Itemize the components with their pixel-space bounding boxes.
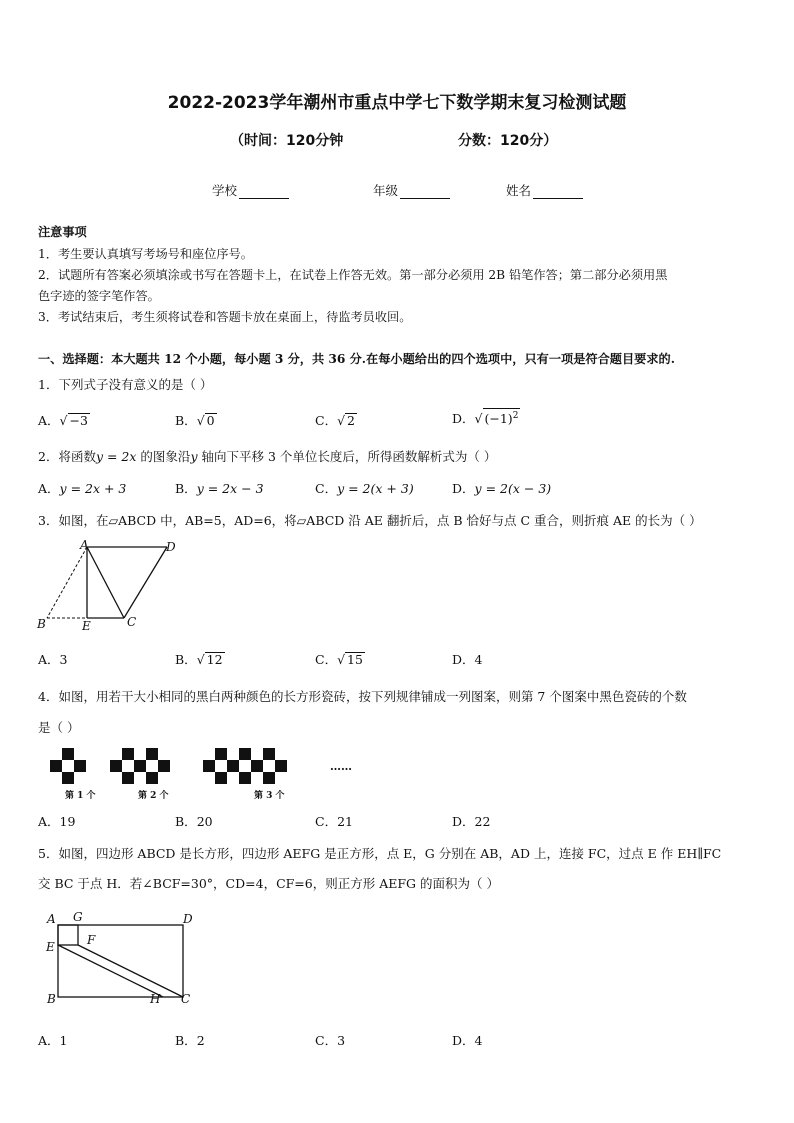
q4-label-2: 第 2 个 bbox=[138, 791, 169, 801]
q4-label-3: 第 3 个 bbox=[254, 791, 285, 801]
q1-stem: 1．下列式子没有意义的是（ ） bbox=[38, 377, 213, 392]
q1-option-c[interactable]: C．√ 2 bbox=[315, 413, 355, 428]
q5-option-c[interactable]: C．3 bbox=[315, 1033, 346, 1048]
school-field bbox=[212, 181, 289, 199]
note-item: 2．试题所有答案必须填涂或书写在答题卡上，在试卷上作答无效。第一部分必须用 2B 铅笔作答；第二部分必须用黑 bbox=[38, 268, 668, 282]
q5-label-f: F bbox=[87, 933, 96, 947]
black-tile bbox=[275, 760, 287, 772]
q3-label-e: E bbox=[82, 619, 91, 632]
q5-option-a[interactable]: A．1 bbox=[38, 1033, 68, 1048]
q1-option-d[interactable]: D．√ $(-1)^2$ bbox=[452, 408, 520, 427]
score-info: 分数：120分） bbox=[458, 133, 558, 149]
black-tile bbox=[263, 772, 275, 784]
black-tile bbox=[62, 748, 74, 760]
q3-option-d[interactable]: D．4 bbox=[452, 652, 483, 667]
grade-field bbox=[373, 181, 450, 199]
black-tile bbox=[146, 772, 158, 784]
section-heading: 一、选择题：本大题共 12 个小题，每小题 3 分，共 36 分.在每小题给出的四个选项中，只有一项是符合题目要求的. bbox=[38, 352, 675, 366]
q5-option-b[interactable]: B．2 bbox=[175, 1033, 205, 1048]
q3-label-c: C bbox=[127, 615, 137, 629]
q5-label-d: D bbox=[183, 912, 193, 926]
q2-stem: 2．将函数y = 2x 的图象沿y 轴向下平移 3 个单位长度后，所得函数解析式为（ ） bbox=[38, 449, 497, 464]
q4-option-d[interactable]: D．22 bbox=[452, 814, 491, 829]
black-tile bbox=[215, 772, 227, 784]
school-blank bbox=[239, 186, 289, 199]
q4-tile-pattern-figure bbox=[48, 744, 368, 804]
black-tile bbox=[251, 760, 263, 772]
q3-label-b: B bbox=[37, 617, 46, 631]
black-tile bbox=[74, 760, 86, 772]
q3-segment-ac bbox=[87, 547, 124, 618]
q5-label-a: A bbox=[47, 912, 56, 926]
q1-option-a[interactable]: A．√ −3 bbox=[38, 413, 88, 428]
q4-option-b[interactable]: B．20 bbox=[175, 814, 213, 829]
q4-ellipsis: …… bbox=[330, 760, 352, 773]
school-label: 学校 bbox=[212, 183, 238, 198]
q3-stem: 3．如图，在▱ABCD 中，AB=5，AD=6，将▱ABCD 沿 AE 翻折后，点 B 恰好与点 C 重合，则折痕 AE 的长为（ ） bbox=[38, 513, 702, 528]
q5-stem-line2: 交 BC 于点 H．若∠BCF=30°，CD=4，CF=6，则正方形 AEFG 的面积为（ ） bbox=[38, 876, 499, 891]
q2-option-a[interactable]: A．y = 2x + 3 bbox=[38, 481, 127, 496]
q5-label-e: E bbox=[46, 940, 55, 954]
black-tile bbox=[215, 748, 227, 760]
black-tile bbox=[158, 760, 170, 772]
q5-label-c: C bbox=[181, 992, 191, 1006]
black-tile bbox=[50, 760, 62, 772]
q4-option-c[interactable]: C．21 bbox=[315, 814, 353, 829]
q4-stem-line1: 4．如图，用若干大小相同的黑白两种颜色的长方形瓷砖，按下列规律铺成一列图案，则第 7 个图案中黑色瓷砖的个数 bbox=[38, 689, 687, 704]
black-tile bbox=[122, 772, 134, 784]
q2-option-c[interactable]: C．y = 2(x + 3) bbox=[315, 481, 414, 496]
q4-option-a[interactable]: A．19 bbox=[38, 814, 76, 829]
q5-stem-line1: 5．如图，四边形 ABCD 是长方形，四边形 AEFG 是正方形，点 E，G 分别在 AB，AD 上，连接 FC，过点 E 作 EH∥FC bbox=[38, 846, 722, 861]
notes-heading: 注意事项 bbox=[38, 225, 87, 239]
q5-segment-eh bbox=[58, 945, 163, 997]
q3-option-c[interactable]: C．√ 15 bbox=[315, 652, 363, 667]
black-tile bbox=[227, 760, 239, 772]
q5-label-h: H bbox=[150, 992, 161, 1006]
name-field bbox=[506, 181, 583, 199]
black-tile bbox=[239, 772, 251, 784]
grade-blank bbox=[400, 186, 450, 199]
q4-tiles bbox=[50, 748, 287, 784]
q4-stem-line2: 是（ ） bbox=[38, 720, 80, 735]
q1-option-b[interactable]: B．√ 0 bbox=[175, 413, 215, 428]
black-tile bbox=[134, 760, 146, 772]
black-tile bbox=[122, 748, 134, 760]
q3-segment-ab bbox=[47, 547, 87, 618]
q3-label-d: D bbox=[166, 540, 176, 554]
q3-option-b[interactable]: B．√ 12 bbox=[175, 652, 223, 667]
time-info: （时间：120分钟 bbox=[230, 133, 344, 149]
q4-label-1: 第 1 个 bbox=[65, 791, 96, 801]
q5-square-aefg bbox=[58, 925, 78, 945]
black-tile bbox=[203, 760, 215, 772]
black-tile bbox=[62, 772, 74, 784]
page-title: 2022-2023学年潮州市重点中学七下数学期末复习检测试题 bbox=[167, 93, 627, 113]
black-tile bbox=[110, 760, 122, 772]
q5-segment-fc bbox=[78, 945, 183, 997]
name-label: 姓名 bbox=[506, 183, 532, 198]
q5-label-b: B bbox=[47, 992, 56, 1006]
black-tile bbox=[263, 748, 275, 760]
q3-parallelogram-figure bbox=[34, 536, 184, 632]
q5-rectangle-abcd bbox=[58, 925, 183, 997]
q3-segment-dc bbox=[124, 547, 167, 618]
name-blank bbox=[533, 186, 583, 199]
q3-label-a: A bbox=[80, 538, 89, 552]
q5-rectangle-figure bbox=[40, 906, 200, 1010]
q5-label-g: G bbox=[73, 910, 83, 924]
q2-option-d[interactable]: D．y = 2(x − 3) bbox=[452, 481, 552, 496]
note-item: 色字迹的签字笔作答。 bbox=[38, 289, 160, 303]
black-tile bbox=[239, 748, 251, 760]
grade-label: 年级 bbox=[373, 183, 399, 198]
note-item: 3．考试结束后，考生须将试卷和答题卡放在桌面上，待监考员收回。 bbox=[38, 310, 412, 324]
note-item: 1．考生要认真填写考场号和座位序号。 bbox=[38, 247, 253, 261]
q5-option-d[interactable]: D．4 bbox=[452, 1033, 483, 1048]
black-tile bbox=[146, 748, 158, 760]
q2-option-b[interactable]: B．y = 2x − 3 bbox=[175, 481, 264, 496]
q3-option-a[interactable]: A．3 bbox=[38, 652, 68, 667]
